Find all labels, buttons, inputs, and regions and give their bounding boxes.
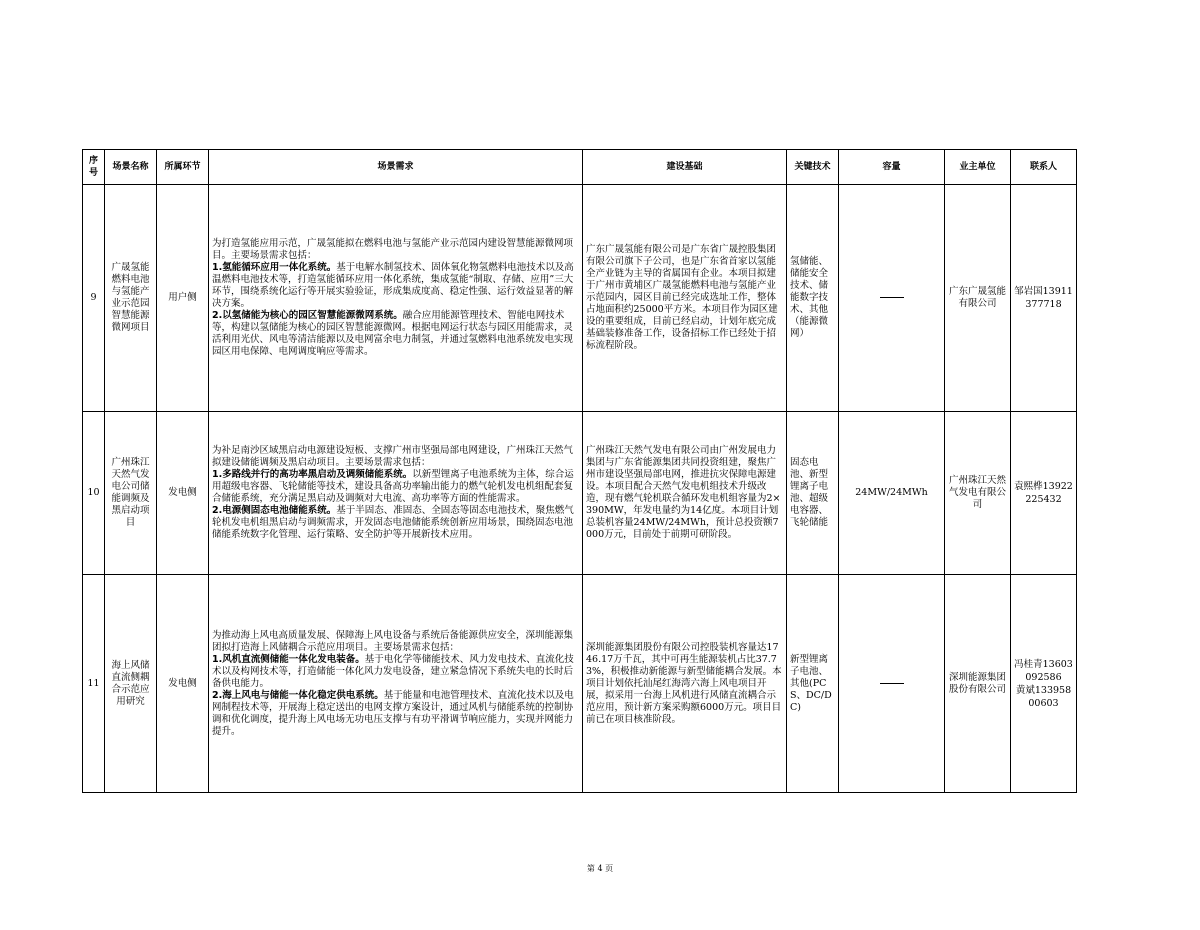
requirement-item-title: 1.多路线并行的高功率黑启动及调频储能系统。: [212, 469, 413, 480]
row-capacity: [839, 185, 945, 412]
requirement-intro: 为补足南沙区域黑启动电源建设短板、支撑广州市坚强局部电网建设，广州珠江天然气拟建设储能调频及黑启动项目。主要场景需求包括：: [212, 445, 574, 468]
row-no: 9: [83, 185, 105, 412]
header-key-tech: 关键技术: [787, 150, 839, 185]
row-scene-name: 广晟氢能燃料电池与氢能产业示范园智慧能源微网项目: [105, 185, 157, 412]
requirement-item-title: 2.电源侧固态电池储能系统。: [212, 505, 337, 516]
requirement-item: [212, 310, 579, 358]
requirement-item: [212, 654, 579, 690]
row-capacity: [839, 575, 945, 793]
row-no: 11: [83, 575, 105, 793]
row-key-tech: 氢储能、储能安全技术、储能数字技术、其他（能源微网）: [787, 185, 839, 412]
row-no: 10: [83, 412, 105, 575]
requirement-item: [212, 262, 579, 310]
row-segment: 用户侧: [157, 185, 209, 412]
row-basis: 深圳能源集团股份有限公司控股装机容量达1746.17万千瓦，其中可再生能源装机占比37.73%，积极推动新能源与新型储能耦合发展。本项目计划依托汕尾红海湾六海上风电项目开展，拟采用一台海上风机进行风储直流耦合示范应用，预计新方案采购额6000万元。项目目前已在项目核准阶段。: [583, 575, 787, 793]
row-requirement: [209, 185, 583, 412]
row-contact: [1011, 575, 1077, 793]
requirement-item-title: 2.海上风电与储能一体化稳定供电系统。: [212, 689, 384, 701]
row-owner: 广州珠江天然气发电有限公司: [945, 412, 1011, 575]
row-capacity: 24MW/24MWh: [839, 412, 945, 575]
table-row: [83, 412, 1077, 575]
requirement-intro: 为推动海上风电高质量发展、保障海上风电设备与系统后备能源供应安全，深圳能源集团拟打造海上风储耦合示范应用项目。主要场景需求包括：: [212, 629, 574, 653]
row-owner: 广东广晟氢能有限公司: [945, 185, 1011, 412]
row-requirement: [209, 575, 583, 793]
row-segment: 发电侧: [157, 575, 209, 793]
contact-person: 邹岩国13911377718: [1014, 286, 1073, 310]
header-capacity: 容量: [839, 150, 945, 185]
requirement-item-text: 基于半固态、准固态、全固态等固态电池技术，聚焦燃气轮机发电机组黑启动与调频需求，开发固态电池储能系统创新应用场景，围绕固态电池储能系统数字化管理、运行策略、安全防护等开展新技术应用。: [212, 505, 574, 540]
row-contact: [1011, 185, 1077, 412]
row-key-tech: 新型锂离子电池、其他(PCS、DC/DC): [787, 575, 839, 793]
row-contact: [1011, 412, 1077, 575]
table-row: [83, 185, 1077, 412]
header-scene-name: 场景名称: [105, 150, 157, 185]
empty-capacity-dash: [880, 683, 904, 684]
header-segment: 所属环节: [157, 150, 209, 185]
requirement-item: [212, 690, 579, 738]
requirement-item-title: 1.风机直流侧储能一体化发电装备。: [212, 653, 365, 665]
requirement-item-text: 基于能量和电池管理技术、直流化技术以及电网制程技术等，开展海上稳定送出的电网支撑方案设计，通过风机与储能系统的控制协调和优化调度，提升海上风电场无功电压支撑与有功平滑调节响应能力，实现并网能力提升。: [212, 689, 574, 737]
requirement-intro: 为打造氢能应用示范，广晟氢能拟在燃料电池与氢能产业示范园内建设智慧能源微网项目。主要场景需求包括：: [212, 238, 574, 261]
row-requirement: [209, 412, 583, 575]
row-basis: 广州珠江天然气发电有限公司由广州发展电力集团与广东省能源集团共同投资组建，聚焦广州市建设坚强局部电网，推进抗灾保障电源建设。本项目配合天然气发电机组技术升级改造，现有燃气轮机联合循环发电机组容量为2×390MW，年发电量约为14亿度。本项目计划总装机容量24MW/24MWh，预计总投资额7000万元，目前处于前期可研阶段。: [583, 412, 787, 575]
contact-person: 冯桂青13603092586: [1014, 658, 1073, 683]
requirement-item-text: 以新型锂离子电池系统为主体，综合运用超级电容器、飞轮储能等技术，建设具备高功率输出能力的燃气轮机发电机组配套复合储能系统，充分满足黑启动及调频对大电流、高功率等方面的性能需求。: [212, 469, 574, 504]
page-number: 第 4 页: [586, 864, 614, 873]
row-segment: 发电侧: [157, 412, 209, 575]
requirement-item: [212, 469, 579, 505]
requirement-item-text: 基于电解水制氢技术、固体氧化物氢燃料电池技术以及高温燃料电池技术等，打造氢能循环应用一体化系统，集成氢能“制取、存储、应用”三大环节，围绕系统化运行等开展实验验证，形成集成度高、稳定性强、运行效益显著的解决方案。: [212, 262, 574, 309]
row-owner: 深圳能源集团股份有限公司: [945, 575, 1011, 793]
empty-capacity-dash: [880, 297, 904, 298]
scenario-table: [82, 149, 1077, 793]
requirement-item-text: 融合应用能源管理技术、智能电网技术等，构建以氢储能为核心的园区智慧能源微网。根据电网运行状态与园区用能需求，灵活利用光伏、风电等清洁能源以及电网富余电力制氢，并通过氢燃料电池系统发电实现园区用电保障、电网调度响应等需求。: [212, 310, 574, 357]
header-requirement: 场景需求: [209, 150, 583, 185]
scenario-table-sheet: [82, 149, 1077, 793]
row-scene-name: 广州珠江天然气发电公司储能调频及黑启动项目: [105, 412, 157, 575]
header-basis: 建设基础: [583, 150, 787, 185]
row-key-tech: 固态电池、新型锂离子电池、超级电容器、飞轮储能: [787, 412, 839, 575]
header-no: 序号: [83, 150, 105, 185]
header-owner: 业主单位: [945, 150, 1011, 185]
requirement-item-title: 1.氢能循环应用一体化系统。: [212, 262, 337, 273]
requirement-item-title: 2.以氢储能为核心的园区智慧能源微网系统。: [212, 310, 403, 321]
table-row: [83, 575, 1077, 793]
contact-person: 黄斌13395800603: [1015, 684, 1072, 709]
header-contact: 联系人: [1011, 150, 1077, 185]
contact-person: 袁熙桦13922225432: [1014, 481, 1073, 505]
table-header-row: [83, 150, 1077, 185]
row-basis: 广东广晟氢能有限公司是广东省广晟控股集团有限公司旗下子公司，也是广东省首家以氢能全产业链为主导的省属国有企业。本项目拟建于广州市黄埔区广晟氢能燃料电池与氢能产业示范园内，园区目前已经完成选址工作，整体占地面积约25000平方米。本项目作为园区建设的重要组成，目前已经启动，计划年底完成基础装修准备工作，设备招标工作已经处于招标流程阶段。: [583, 185, 787, 412]
requirement-item-text: 基于电化学等储能技术、风力发电技术、直流化技术以及构网技术等，打造储能一体化风力发电设备，建立紧急情况下系统失电的长时后备供电能力。: [212, 653, 574, 689]
row-scene-name: 海上风储直流侧耦合示范应用研究: [105, 575, 157, 793]
requirement-item: [212, 505, 579, 541]
